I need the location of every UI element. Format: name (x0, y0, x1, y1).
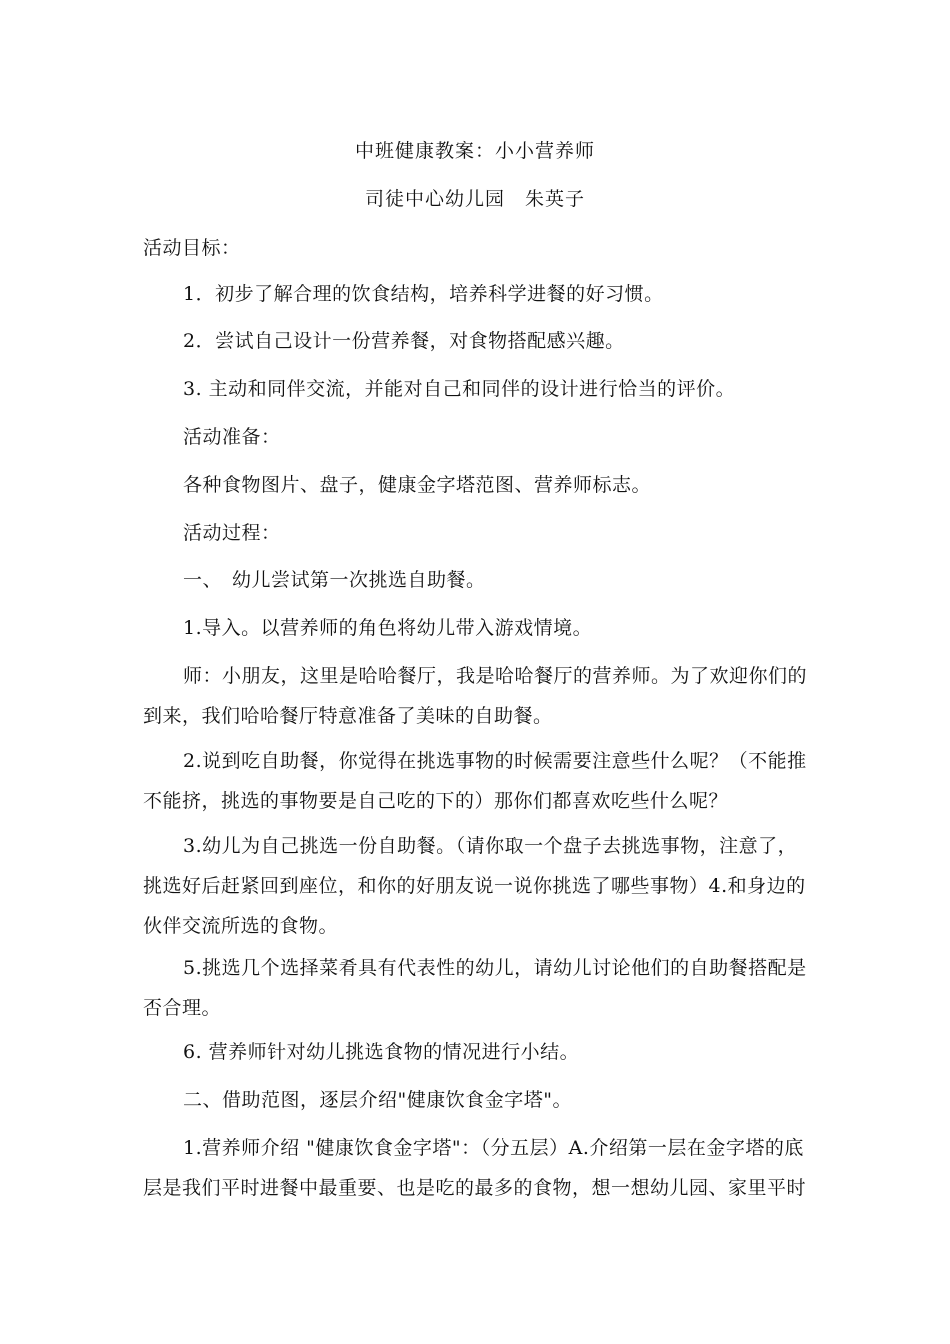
process-heading: 活动过程： (183, 522, 281, 544)
section-2-title: 二、借助范图，逐层介绍"健康饮食金字塔"。 (183, 1089, 572, 1111)
paragraph-line: 伙伴交流所选的食物。 (143, 915, 339, 937)
step-1: 1.导入。以营养师的角色将幼儿带入游戏情境。 (183, 617, 593, 639)
paragraph-line: 1.营养师介绍 "健康饮食金字塔"：（分五层）A.介绍第一层在金字塔的底 (183, 1137, 804, 1159)
goal-item: 3. 主动和同伴交流，并能对自己和同伴的设计进行恰当的评价。 (183, 378, 736, 400)
step-2-paragraph (143, 741, 808, 821)
author-line: 司徒中心幼儿园 朱英子 (364, 188, 585, 210)
prep-text: 各种食物图片、盘子，健康金字塔范图、营养师标志。 (183, 474, 652, 496)
paragraph-line: 2.说到吃自助餐，你觉得在挑选事物的时候需要注意些什么呢？（不能推 (183, 750, 807, 772)
paragraph-line: 层是我们平时进餐中最重要、也是吃的最多的食物，想一想幼儿园、家里平时 (143, 1177, 807, 1199)
paragraph-line: 否合理。 (143, 997, 222, 1019)
goal-item: 2．尝试自己设计一份营养餐，对食物搭配感兴趣。 (183, 330, 625, 352)
paragraph-line: 3.幼儿为自己挑选一份自助餐。（请你取一个盘子去挑选事物，注意了， (183, 835, 798, 857)
paragraph-line: 师：小朋友，这里是哈哈餐厅，我是哈哈餐厅的营养师。为了欢迎你们的 (183, 665, 808, 687)
paragraph-line: 到来，我们哈哈餐厅特意准备了美味的自助餐。 (143, 705, 553, 727)
paragraph-line: 不能挤，挑选的事物要是自己吃的下的）那你们都喜欢吃些什么呢？ (143, 790, 729, 812)
goals-heading: 活动目标： (143, 237, 241, 259)
step-6: 6. 营养师针对幼儿挑选食物的情况进行小结。 (183, 1041, 580, 1063)
step-3-paragraph (143, 826, 808, 946)
paragraph-line: 5.挑选几个选择菜肴具有代表性的幼儿，请幼儿讨论他们的自助餐搭配是 (183, 957, 807, 979)
section-2-step-1-paragraph (143, 1128, 808, 1208)
paragraph-line: 挑选好后赶紧回到座位，和你的好朋友说一说你挑选了哪些事物）4.和身边的 (143, 875, 806, 897)
prep-heading: 活动准备： (183, 426, 281, 448)
section-1-title: 一、 幼儿尝试第一次挑选自助餐。 (183, 569, 486, 591)
teacher-paragraph (143, 656, 808, 736)
step-5-paragraph (143, 948, 808, 1028)
goal-item: 1．初步了解合理的饮食结构，培养科学进餐的好习惯。 (183, 283, 664, 305)
document-title: 中班健康教案：小小营养师 (354, 140, 595, 162)
